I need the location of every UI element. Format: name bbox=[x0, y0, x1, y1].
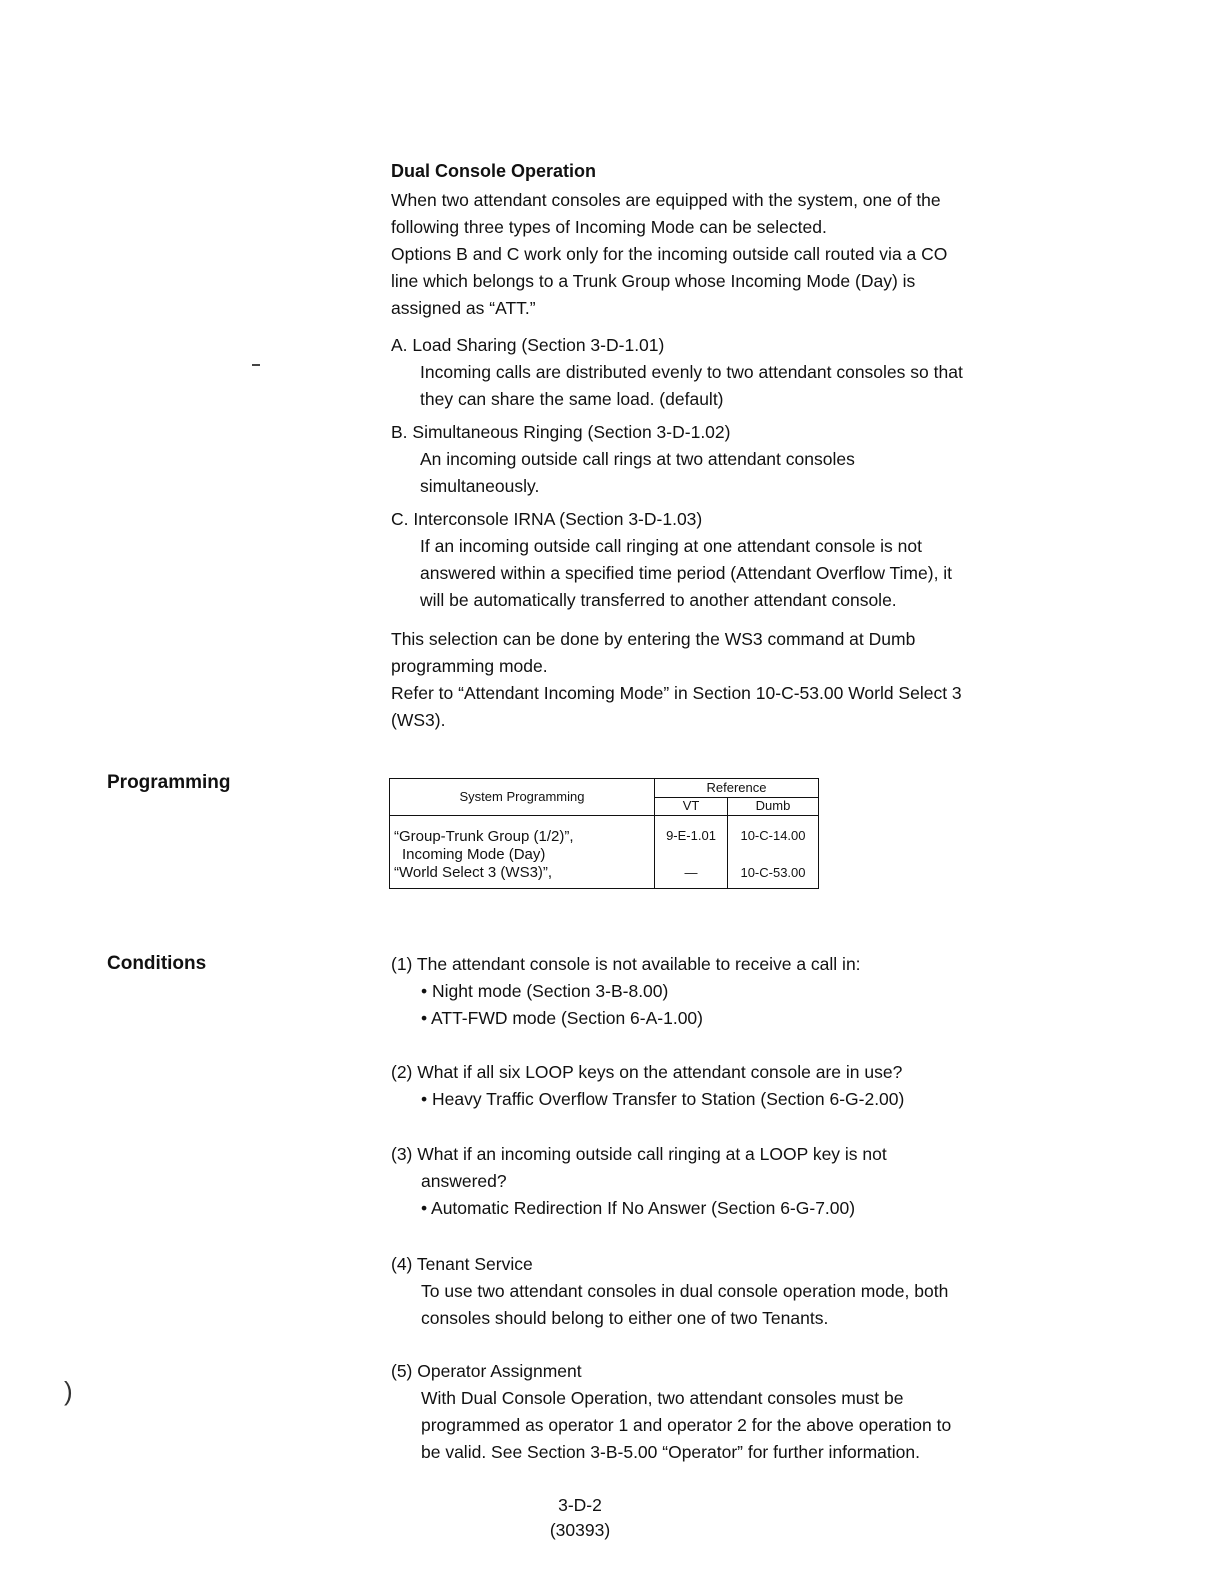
condition-head: (5) Operator Assignment bbox=[391, 1361, 582, 1381]
row-line: Incoming Mode (Day) bbox=[402, 846, 546, 863]
selection-line-1: This selection can be done by entering the WS3 command at Dumb bbox=[391, 629, 916, 649]
condition-bullet: • Night mode (Section 3-B-8.00) bbox=[421, 981, 669, 1001]
option-desc-line: will be automatically transferred to another attendant console. bbox=[420, 590, 897, 610]
scan-mark bbox=[252, 364, 260, 366]
option-desc-line: answered within a specified time period (Attendant Overflow Time), it bbox=[420, 563, 953, 583]
section-title: Dual Console Operation bbox=[391, 161, 597, 181]
option-desc-line: they can share the same load. (default) bbox=[420, 389, 724, 409]
condition-body-line: To use two attendant consoles in dual console operation mode, both bbox=[421, 1281, 949, 1301]
intro-line-4: line which belongs to a Trunk Group whose Incoming Mode (Day) is bbox=[391, 271, 916, 291]
option-title: A. Load Sharing (Section 3-D-1.01) bbox=[391, 335, 665, 355]
condition-body-line: answered? bbox=[421, 1171, 507, 1191]
programming-heading: Programming bbox=[107, 772, 231, 793]
condition-bullet: • ATT-FWD mode (Section 6-A-1.00) bbox=[421, 1008, 703, 1028]
condition-head: (1) The attendant console is not available to receive a call in: bbox=[391, 954, 861, 974]
intro-line-2: following three types of Incoming Mode can be selected. bbox=[391, 217, 827, 237]
scan-mark: ) bbox=[64, 1376, 73, 1406]
condition-body-line: With Dual Console Operation, two attendant consoles must be bbox=[421, 1388, 904, 1408]
row-system-cell: “World Select 3 (WS3)”, bbox=[390, 864, 655, 889]
option-desc-line: An incoming outside call rings at two attendant consoles bbox=[420, 449, 855, 469]
option-title: B. Simultaneous Ringing (Section 3-D-1.02) bbox=[391, 422, 731, 442]
table-row bbox=[390, 864, 819, 889]
option-b bbox=[391, 419, 1051, 500]
row-dumb-cell: 10-C-53.00 bbox=[728, 864, 819, 889]
reference-table-wrap bbox=[389, 778, 819, 889]
reference-table bbox=[389, 778, 819, 889]
conditions-heading: Conditions bbox=[107, 953, 207, 974]
condition-body-line: consoles should belong to either one of two Tenants. bbox=[421, 1308, 829, 1328]
option-a bbox=[391, 332, 1051, 413]
condition-body-line: programmed as operator 1 and operator 2 for the above operation to bbox=[421, 1415, 952, 1435]
selection-line-2: programming mode. bbox=[391, 656, 548, 676]
page-number: 3-D-2 bbox=[558, 1495, 602, 1515]
option-desc-line: Incoming calls are distributed evenly to two attendant consoles so that bbox=[420, 362, 963, 382]
row-dumb-cell: 10-C-14.00 bbox=[728, 816, 819, 865]
condition-head: (4) Tenant Service bbox=[391, 1254, 533, 1274]
condition-bullet: • Heavy Traffic Overflow Transfer to Station (Section 6-G-2.00) bbox=[421, 1089, 905, 1109]
condition-bullet: • Automatic Redirection If No Answer (Section 6-G-7.00) bbox=[421, 1198, 856, 1218]
intro-line-5: assigned as “ATT.” bbox=[391, 298, 536, 318]
option-desc-line: simultaneously. bbox=[420, 476, 540, 496]
option-c bbox=[391, 506, 1051, 614]
option-title: C. Interconsole IRNA (Section 3-D-1.03) bbox=[391, 509, 703, 529]
selection-line-3: Refer to “Attendant Incoming Mode” in Section 10-C-53.00 World Select 3 bbox=[391, 683, 962, 703]
condition-3 bbox=[391, 1141, 1051, 1222]
option-desc-line: If an incoming outside call ringing at one attendant console is not bbox=[420, 536, 922, 556]
intro-line-3: Options B and C work only for the incoming outside call routed via a CO bbox=[391, 244, 948, 264]
row-system-cell bbox=[390, 816, 655, 865]
table-row bbox=[390, 816, 819, 865]
row-line: “Group-Trunk Group (1/2)”, bbox=[394, 828, 574, 845]
condition-body-line: be valid. See Section 3-B-5.00 “Operator” for further information. bbox=[421, 1442, 920, 1462]
condition-4 bbox=[391, 1251, 1051, 1332]
col-vt-header: VT bbox=[655, 797, 728, 816]
row-vt-cell: 9-E-1.01 bbox=[655, 816, 728, 865]
condition-head: (3) What if an incoming outside call ringing at a LOOP key is not bbox=[391, 1144, 887, 1164]
document-code: (30393) bbox=[549, 1520, 611, 1540]
condition-5 bbox=[391, 1358, 1051, 1466]
condition-1 bbox=[391, 951, 1051, 1032]
condition-head: (2) What if all six LOOP keys on the attendant console are in use? bbox=[391, 1062, 903, 1082]
selection-line-4: (WS3). bbox=[391, 710, 446, 730]
page-footer bbox=[480, 1493, 680, 1543]
col-dumb-header: Dumb bbox=[728, 797, 819, 816]
row-vt-cell: — bbox=[655, 864, 728, 889]
condition-2 bbox=[391, 1059, 1051, 1113]
col-system-header: System Programming bbox=[390, 779, 655, 816]
main-upper bbox=[391, 158, 1051, 734]
intro-line-1: When two attendant consoles are equipped with the system, one of the bbox=[391, 190, 941, 210]
col-reference-header: Reference bbox=[655, 779, 819, 798]
selection-block bbox=[391, 626, 1051, 734]
